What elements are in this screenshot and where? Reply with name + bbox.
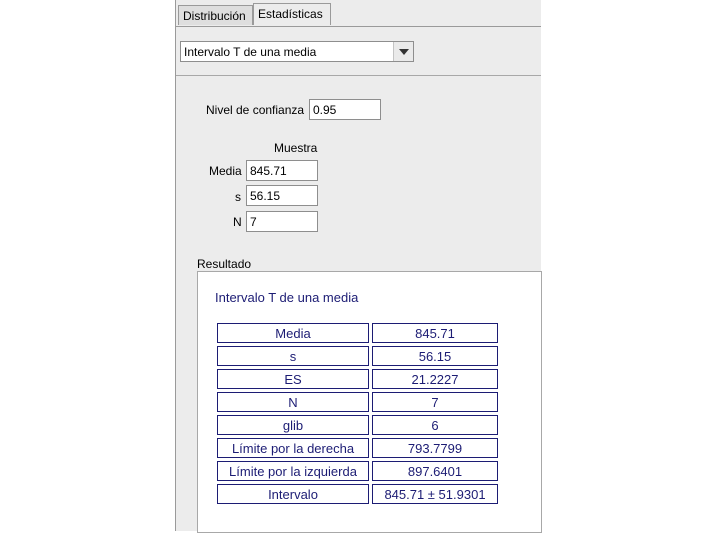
table-row [217, 461, 498, 481]
procedure-select-value: Intervalo T de una media [184, 45, 317, 59]
row-value: 897.6401 [372, 461, 498, 481]
n-input[interactable] [246, 211, 318, 232]
row-value: 56.15 [372, 346, 498, 366]
row-value: 21.2227 [372, 369, 498, 389]
s-label: s [235, 190, 241, 204]
result-section-label: Resultado [197, 257, 252, 271]
result-table [214, 320, 501, 507]
row-name: ES [217, 369, 369, 389]
tab-estadisticas[interactable]: Estadísticas [253, 3, 331, 25]
tab-bar [176, 0, 541, 27]
mean-label: Media [209, 164, 242, 178]
confidence-input[interactable] [309, 99, 381, 120]
chevron-down-icon[interactable] [393, 42, 413, 61]
row-name: Media [217, 323, 369, 343]
result-title: Intervalo T de una media [215, 290, 359, 305]
divider [176, 75, 541, 76]
sample-header: Muestra [274, 141, 318, 155]
statistics-calculator-panel [175, 0, 541, 531]
row-value: 845.71 ± 51.9301 [372, 484, 498, 504]
s-input[interactable] [246, 185, 318, 206]
row-name: N [217, 392, 369, 412]
row-name: s [217, 346, 369, 366]
row-name: Intervalo [217, 484, 369, 504]
procedure-select[interactable] [180, 41, 414, 62]
row-value: 7 [372, 392, 498, 412]
mean-input[interactable] [246, 160, 318, 181]
result-panel [197, 271, 542, 533]
confidence-label: Nivel de confianza [206, 103, 305, 117]
tab-distribucion[interactable]: Distribución [178, 5, 253, 25]
row-name: glib [217, 415, 369, 435]
table-row [217, 323, 498, 343]
row-value: 793.7799 [372, 438, 498, 458]
table-row [217, 392, 498, 412]
row-name: Límite por la derecha [217, 438, 369, 458]
row-value: 6 [372, 415, 498, 435]
n-label: N [233, 215, 242, 229]
row-value: 845.71 [372, 323, 498, 343]
row-name: Límite por la izquierda [217, 461, 369, 481]
table-row [217, 484, 498, 504]
table-row [217, 415, 498, 435]
table-row [217, 346, 498, 366]
table-row [217, 369, 498, 389]
table-row [217, 438, 498, 458]
